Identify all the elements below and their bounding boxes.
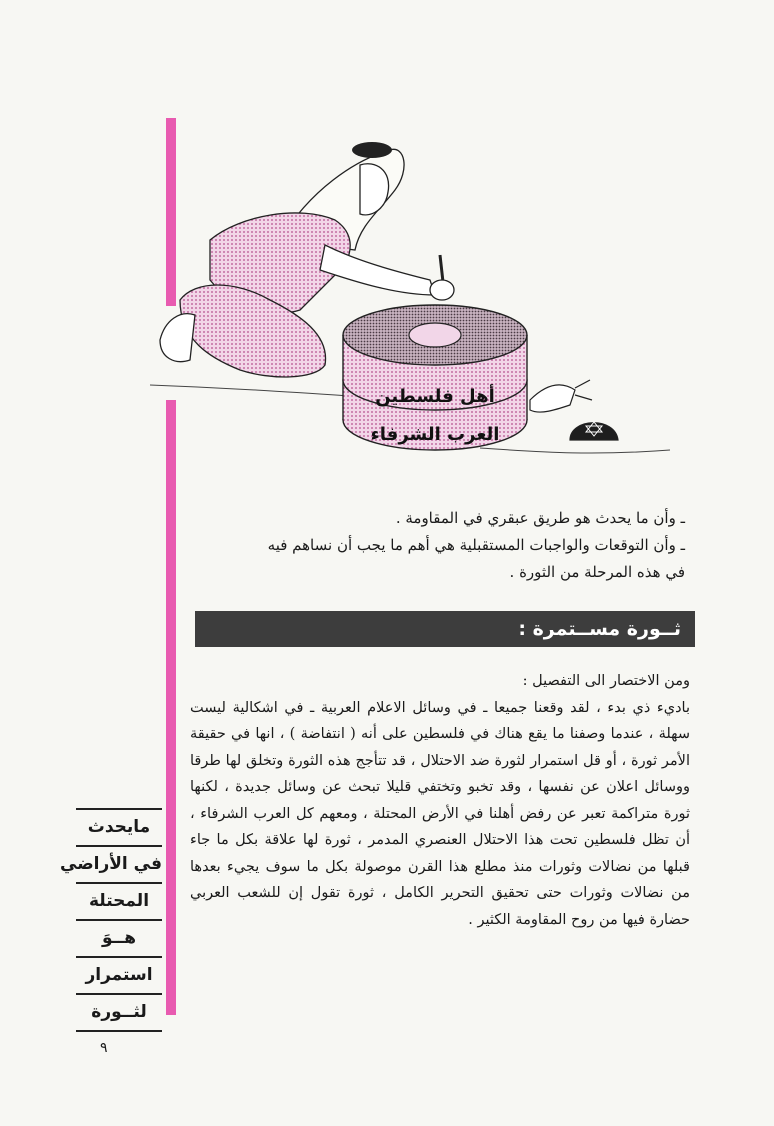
pull-quote-line: مايحدث [76,808,162,847]
crushed-soldier [530,380,618,440]
pull-quote-line: استمرار [76,958,162,995]
body-paragraph: ومن الاختصار الى التفصيل : [522,673,690,689]
pull-quote-line: المحتلة [76,884,162,921]
millstone-lower-label: العرب الشرفاء [370,424,500,445]
millstones [343,305,527,450]
intro-line: ـ وأن ما يحدث هو طريق عبقري في المقاومة . [395,509,685,527]
page-number: ٩ [100,1040,108,1056]
pull-quote-line: هــوَ [76,921,162,958]
intro-line: ـ وأن التوقعات والواجبات المستقبلية هي أهم ما يجب أن نساهم فيه [267,536,685,554]
pull-quote-line: في الأراضي [76,847,162,884]
cartoon-illustration [150,130,710,470]
pull-quote-line: لثــورة [76,995,162,1032]
intro-line: في هذه المرحلة من الثورة . [509,563,685,581]
intro-text [200,505,685,586]
millstone-upper-label: أهل فلسطين [375,386,495,407]
body-text [190,668,690,933]
accent-bar-bottom [166,400,176,1015]
pull-quote-sidebar [60,808,162,1032]
body-paragraph: باديء ذي بدء ، لقد وقعنا جميعا ـ في وسائل الاعلام العربية ـ في اشكالية ليست سهلة ، عندما وصفنا ما يقع هناك في فلسطين على أنه ( انتفاضة ) ، انها في حقيقة الأمر ثورة ، أو قل استمرار لثورة ضد الاحتلال ، قد تتأجج هذه الثورة وتخلق لها طرقا ووسائل اعلان عن نفسها ، وقد تخبو وتختفي قليلا تبحث عن وسائل جديدة ، لكنها ثورة متراكمة تعبر عن رفض أهلنا في الأرض المحتلة ، ومعهم كل العرب الشرفاء ، أن تظل فلسطين تحت هذا الاحتلال العنصري المدمر ، ثورة لها علاقة بكل ما جاء قبلها من نضالات وثورات منذ مطلع هذا القرن موصولة بكل ما سوف يجيء بعدها من نضالات وثورات حتى تحقيق التحرير الكامل ، ثورة تقول إن للشعب العربي حضارة فيها من روح المقاومة الكثير . [190,699,690,928]
section-heading: ثــورة مســتمرة : [195,611,695,647]
